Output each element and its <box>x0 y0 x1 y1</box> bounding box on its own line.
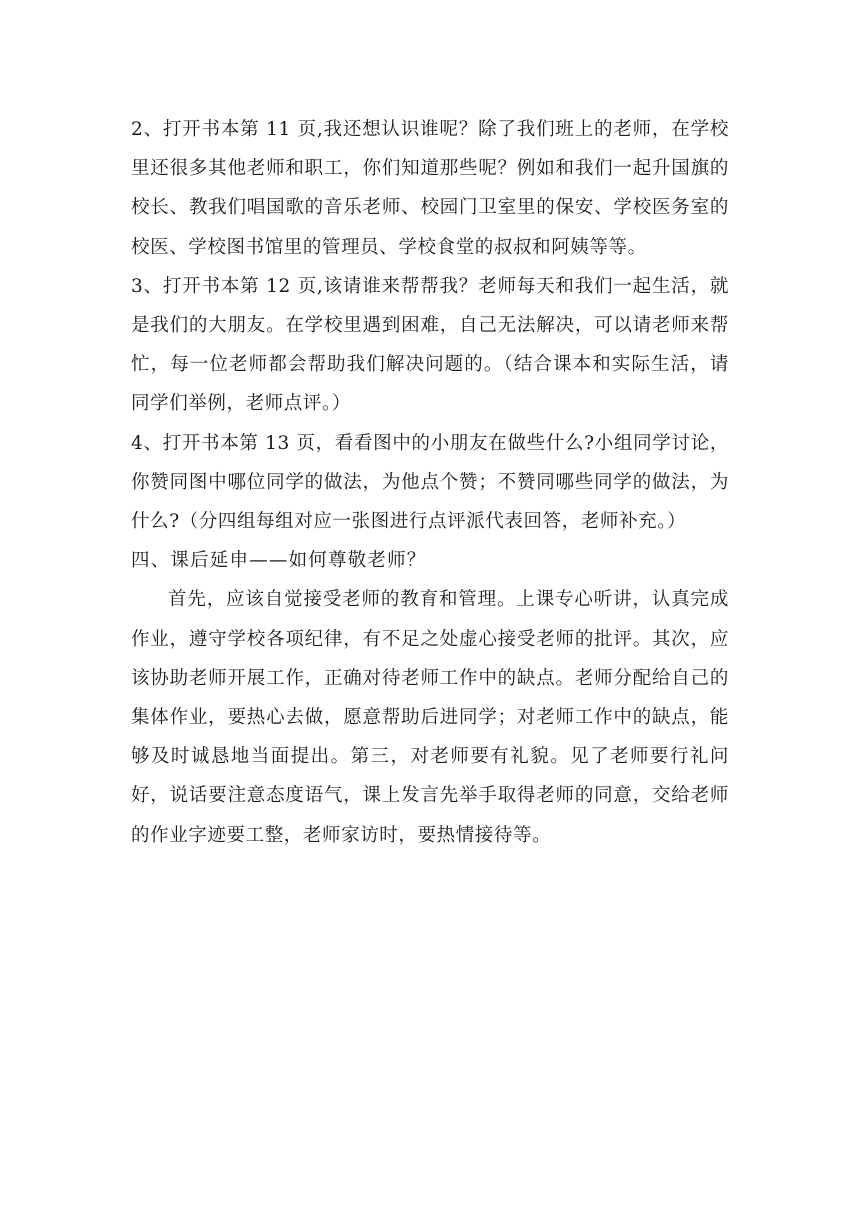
document-body <box>131 110 729 855</box>
paragraph-body-text: 首先，应该自觉接受老师的教育和管理。上课专心听讲，认真完成作业，遵守学校各项纪律，有不足之处虚心接受老师的批评。其次，应该协助老师开展工作，正确对待老师工作中的缺点。老师分配给自己的集体作业，要热心去做，愿意帮助后进同学；对老师工作中的缺点，能够及时诚恳地当面提出。第三，对老师要有礼貌。见了老师要行礼问好，说话要注意态度语气，课上发言先举手取得老师的同意，交给老师的作业字迹要工整，老师家访时，要热情接待等。 <box>131 589 729 846</box>
section-heading: 四、课后延申——如何尊敬老师？ <box>131 550 427 572</box>
paragraph-item-4: 4、打开书本第 13 页，看看图中的小朋友在做些什么?小组同学讨论，你赞同图中哪位同学的做法，为他点个赞；不赞同哪些同学的做法，为什么?（分四组每组对应一张图进行点评派代表回答，老师补充。） <box>131 432 729 533</box>
paragraph-item-2: 2、打开书本第 11 页,我还想认识谁呢？除了我们班上的老师，在学校里还很多其他老师和职工，你们知道那些呢？例如和我们一起升国旗的校长、教我们唱国歌的音乐老师、校园门卫室里的保安、学校医务室的校医、学校图书馆里的管理员、学校食堂的叔叔和阿姨等等。 <box>131 119 729 258</box>
paragraph-item-3: 3、打开书本第 12 页,该请谁来帮帮我？老师每天和我们一起生活，就是我们的大朋友。在学校里遇到困难，自己无法解决，可以请老师来帮忙，每一位老师都会帮助我们解决问题的。（结合课本和实际生活，请同学们举例，老师点评。） <box>131 275 729 415</box>
